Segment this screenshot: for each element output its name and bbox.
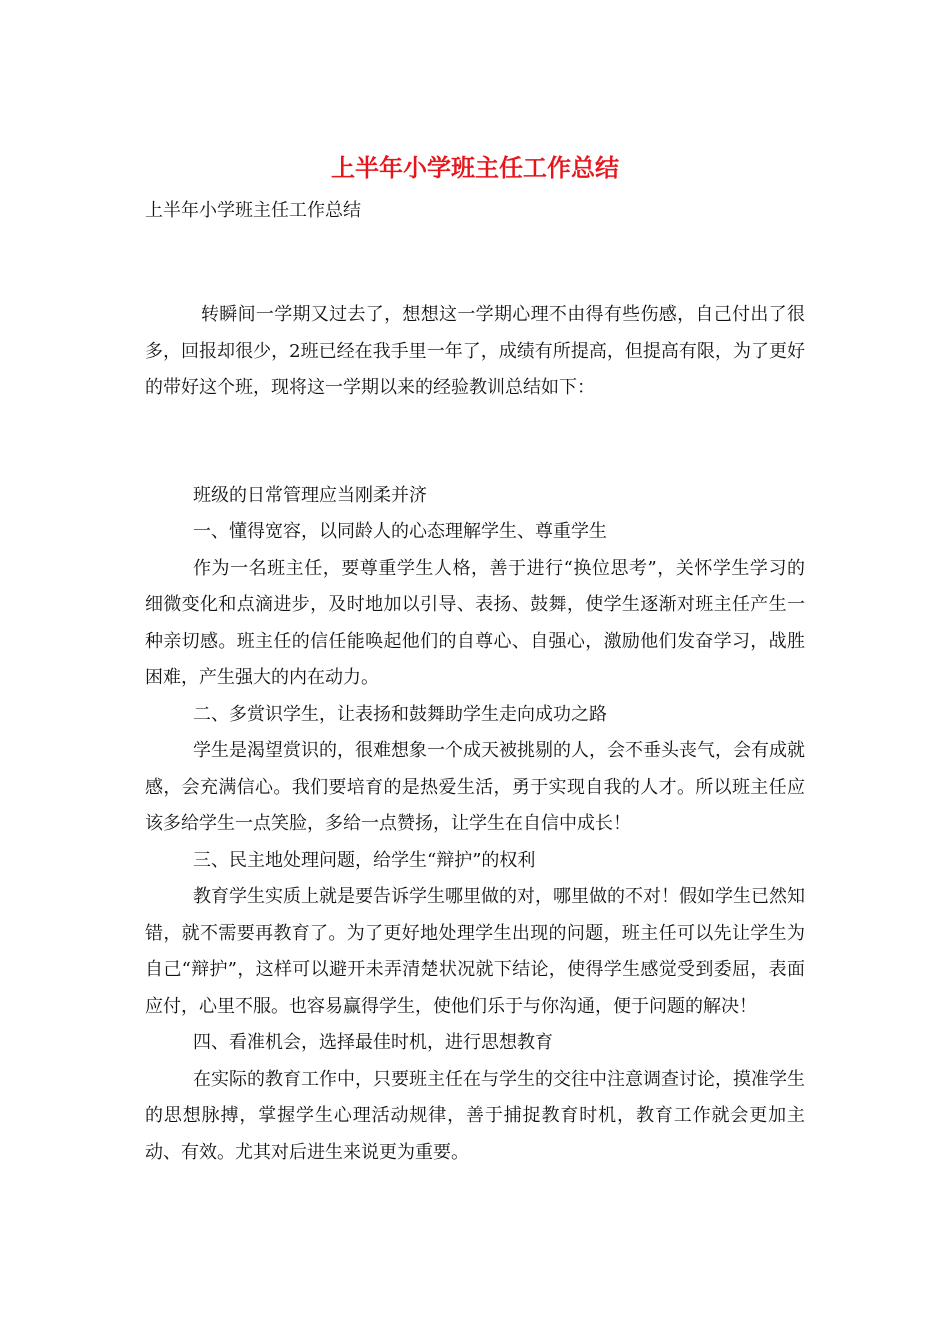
item-paragraph: 学生是渴望赏识的，很难想象一个成天被挑剔的人，会不垂头丧气，会有成就感，会充满信心。我们要培育的是热爱生活，勇于实现自我的人才。所以班主任应该多给学生一点笑脸，多给一点赞扬，让学生在自信中成长！ <box>145 740 805 834</box>
item-heading: 一、懂得宽容，以同龄人的心态理解学生、尊重学生 <box>193 521 607 542</box>
item-paragraph: 作为一名班主任，要尊重学生人格，善于进行“换位思考”，关怀学生学习的细微变化和点滴进步，及时地加以引导、表扬、鼓舞，使学生逐渐对班主任产生一种亲切感。班主任的信任能唤起他们的自尊心、自强心，激励他们发奋学习，战胜困难，产生强大的内在动力。 <box>145 557 805 688</box>
section-heading: 班级的日常管理应当刚柔并济 <box>193 484 427 506</box>
item-heading: 四、看准机会，选择最佳时机，进行思想教育 <box>193 1032 553 1053</box>
paragraph-gap <box>145 407 805 444</box>
item-heading: 二、多赏识学生，让表扬和鼓舞助学生走向成功之路 <box>193 703 607 725</box>
document-body <box>145 297 805 1171</box>
item-paragraph: 在实际的教育工作中，只要班主任在与学生的交往中注意调查讨论，摸准学生的思想脉搏，掌握学生心理活动规律，善于捕捉教育时机，教育工作就会更加主动、有效。尤其对后进生来说更为重要。 <box>145 1068 805 1163</box>
paragraph-gap <box>145 444 805 478</box>
document-subtitle: 上半年小学班主任工作总结 <box>145 200 361 221</box>
item-heading: 三、民主地处理问题，给学生“辩护”的权利 <box>193 849 536 871</box>
intro-paragraph: 转瞬间一学期又过去了，想想这一学期心理不由得有些伤感，自己付出了很多，回报却很少，2班已经在我手里一年了，成绩有所提高，但提高有限，为了更好的带好这个班，现将这一学期以来的经验教训总结如下： <box>145 304 805 398</box>
document-title: 上半年小学班主任工作总结 <box>331 153 619 182</box>
item-paragraph: 教育学生实质上就是要告诉学生哪里做的对，哪里做的不对！假如学生已然知错，就不需要再教育了。为了更好地处理学生出现的问题，班主任可以先让学生为自己“辩护”，这样可以避开未弄清楚状况就下结论，使得学生感觉受到委屈，表面应付，心里不服。也容易赢得学生，使他们乐于与你沟通，便于问题的解决！ <box>145 886 805 1017</box>
